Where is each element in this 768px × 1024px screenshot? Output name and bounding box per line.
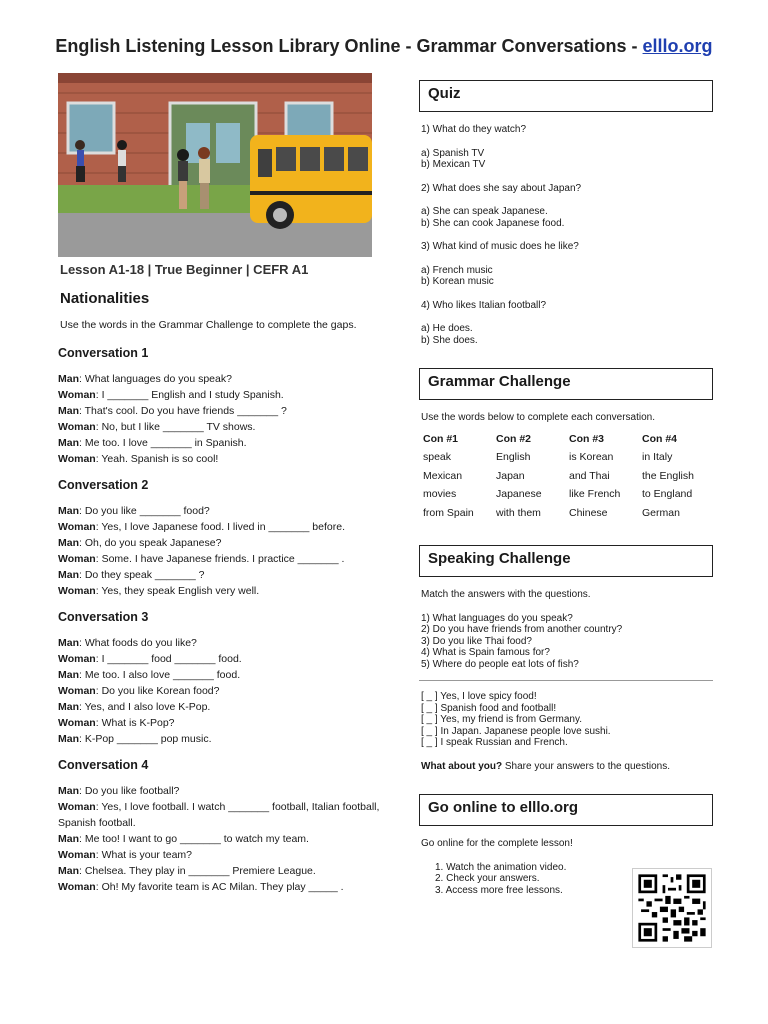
quiz-option: a) He does.: [421, 323, 473, 334]
table-cell: English: [496, 451, 531, 463]
conversation-title: Conversation 4: [58, 758, 149, 772]
quiz-option: a) Spanish TV: [421, 147, 485, 159]
table-header: Con #3: [569, 432, 605, 445]
table-header: Con #4: [642, 432, 678, 445]
speaking-question: 1) What languages do you speak?: [421, 612, 573, 624]
table-cell: in Italy: [642, 451, 673, 463]
school-bus: [250, 135, 372, 229]
speaking-answer: [ _ ] Yes, my friend is from Germany.: [421, 714, 582, 725]
speaking-answer: [ _ ] I speak Russian and French.: [421, 737, 568, 748]
conversation-4: [58, 757, 388, 895]
lesson-content: [58, 262, 388, 905]
table-cell: German: [642, 506, 680, 519]
quiz-question: 1) What do they watch?: [421, 124, 527, 135]
dialogue-line: Man: Me too. I love _______ in Spanish.: [58, 437, 247, 449]
dialogue-line: Woman: Yes, I love football. I watch _______ football, Italian football, Spanish football.: [58, 801, 380, 829]
table-cell: and Thai: [569, 469, 610, 482]
table-cell: from Spain: [423, 506, 474, 519]
table-header: Con #1: [423, 432, 459, 445]
speaking-answer: [ _ ] Spanish food and football!: [421, 702, 557, 714]
dialogue-line: Woman: Oh! My favorite team is AC Milan. They play _____ .: [58, 881, 344, 893]
speaking-question: 3) Do you like Thai food?: [421, 635, 532, 647]
conversation-title: Conversation 1: [58, 346, 149, 360]
dialogue-line: Woman: Do you like Korean food?: [58, 685, 220, 697]
grammar-instructions: Use the words below to complete each conversation.: [421, 412, 656, 423]
speaking-answer: [ _ ] Yes, I love spicy food!: [421, 691, 537, 702]
table-cell: Japanese: [496, 488, 542, 500]
dialogue-line: Man: K-Pop _______ pop music.: [58, 733, 212, 745]
conversation-title: Conversation 3: [58, 610, 149, 624]
quiz-heading: Quiz: [419, 80, 713, 112]
table-cell: to England: [642, 488, 693, 500]
go-online-heading: Go online to elllo.org: [419, 794, 713, 826]
divider: [419, 680, 713, 681]
quiz-option: b) Mexican TV: [421, 159, 486, 170]
quiz-option: a) She can speak Japanese.: [421, 206, 548, 217]
dialogue-line: Man: Do you like _______ food?: [58, 505, 210, 517]
dialogue-line: Man: Me too! I want to go _______ to watch my team.: [58, 833, 309, 845]
quiz-option: a) French music: [421, 264, 493, 276]
dialogue-line: Man: Do you like football?: [58, 785, 180, 797]
quiz-option: b) She can cook Japanese food.: [421, 217, 565, 229]
dialogue-line: Woman: No, but I like _______ TV shows.: [58, 421, 256, 433]
dialogue-line: Man: Chelsea. They play in _______ Premiere League.: [58, 865, 316, 877]
conversation-2: [58, 477, 388, 599]
lesson-instructions: Use the words in the Grammar Challenge to complete the gaps.: [60, 319, 357, 331]
conversation-title: Conversation 2: [58, 478, 149, 492]
quiz-question: 4) Who likes Italian football?: [421, 299, 547, 311]
dialogue-line: Man: Do they speak _______ ?: [58, 569, 205, 581]
speaking-question: 5) Where do people eat lots of fish?: [421, 658, 579, 670]
dialogue-line: Man: Oh, do you speak Japanese?: [58, 537, 222, 549]
dialogue-line: Man: What foods do you like?: [58, 637, 197, 649]
dialogue-line: Woman: Yeah. Spanish is so cool!: [58, 453, 219, 465]
lesson-topic: Nationalities: [60, 290, 150, 307]
online-item: 3. Access more free lessons.: [435, 884, 563, 896]
quiz-section: [419, 124, 713, 346]
what-about-you: What about you? Share your answers to the questions.: [421, 760, 670, 772]
table-cell: with them: [496, 506, 541, 519]
dialogue-line: Man: Me too. I also love _______ food.: [58, 669, 241, 681]
online-intro: Go online for the complete lesson!: [421, 838, 573, 849]
dialogue-line: Woman: I _______ food _______ food.: [58, 653, 242, 665]
speaking-question: 2) Do you have friends from another country?: [421, 624, 623, 635]
dialogue-line: Man: That's cool. Do you have friends _______ ?: [58, 405, 287, 417]
table-header: Con #2: [496, 432, 532, 445]
speaking-instructions: Match the answers with the questions.: [421, 589, 591, 600]
dialogue-line: Man: Yes, and I also love K-Pop.: [58, 701, 211, 713]
dialogue-line: Woman: What is your team?: [58, 849, 193, 861]
table-cell: Chinese: [569, 506, 608, 519]
conversation-1: [58, 345, 388, 467]
dialogue-line: Woman: I _______ English and I study Spanish.: [58, 389, 284, 401]
table-cell: the English: [642, 469, 694, 482]
lesson-illustration: [58, 73, 372, 257]
online-item: 2. Check your answers.: [435, 873, 540, 884]
qr-code[interactable]: [632, 868, 712, 948]
grammar-word-table: [423, 434, 713, 520]
elllo-link[interactable]: elllo.org: [642, 36, 713, 56]
dialogue-line: Woman: Some. I have Japanese friends. I practice _______ .: [58, 553, 345, 565]
speaking-answer: [ _ ] In Japan. Japanese people love sushi.: [421, 725, 611, 737]
dialogue-line: Woman: Yes, they speak English very well.: [58, 585, 260, 597]
page-title: English Listening Lesson Library Online - Grammar Conversations - elllo.org: [55, 36, 713, 56]
lesson-meta: Lesson A1-18 | True Beginner | CEFR A1: [60, 262, 309, 277]
speaking-challenge-heading: Speaking Challenge: [419, 545, 713, 577]
speaking-question: 4) What is Spain famous for?: [421, 647, 550, 658]
dialogue-line: Man: What languages do you speak?: [58, 373, 232, 385]
table-cell: like French: [569, 488, 621, 500]
quiz-option: b) Korean music: [421, 276, 494, 287]
table-cell: speak: [423, 451, 452, 463]
quiz-question: 2) What does she say about Japan?: [421, 182, 582, 194]
sidebar: [419, 80, 713, 896]
grammar-challenge-heading: Grammar Challenge: [419, 368, 713, 400]
dialogue-line: Woman: What is K-Pop?: [58, 717, 175, 729]
table-cell: movies: [423, 488, 457, 500]
conversation-3: [58, 609, 388, 747]
online-item: 1. Watch the animation video.: [435, 861, 567, 873]
quiz-question: 3) What kind of music does he like?: [421, 241, 579, 252]
table-cell: Japan: [496, 469, 525, 482]
table-cell: Mexican: [423, 469, 463, 482]
dialogue-line: Woman: Yes, I love Japanese food. I lived in _______ before.: [58, 521, 346, 533]
quiz-option: b) She does.: [421, 334, 478, 346]
table-cell: is Korean: [569, 451, 614, 463]
